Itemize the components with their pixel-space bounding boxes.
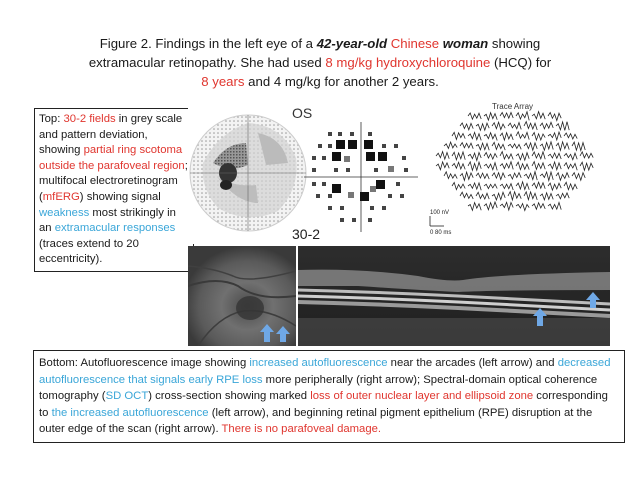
trace-scale-label-time: 0 80 ms xyxy=(430,230,452,236)
mferg-trace xyxy=(484,163,497,171)
mferg-trace xyxy=(516,132,529,140)
caption-dose: 8 mg/kg hydroxychloroquine xyxy=(325,55,491,70)
mferg-trace xyxy=(484,113,497,120)
desc-highlight: extramacular responses xyxy=(54,222,176,235)
mferg-trace xyxy=(548,132,561,140)
mferg-trace xyxy=(516,153,529,161)
pattern-deviation-grid-image xyxy=(304,122,418,232)
mferg-trace xyxy=(532,133,545,141)
caption-ethnicity: Chinese xyxy=(387,36,443,51)
mferg-trace xyxy=(548,113,561,121)
mferg-trace xyxy=(492,192,505,200)
mferg-trace xyxy=(548,162,561,170)
desc-highlight: decreased autofluorescence that signals early RPE loss xyxy=(39,357,611,386)
desc-text: near the arcades (left arrow) and xyxy=(387,357,558,369)
mferg-trace xyxy=(564,163,577,171)
mferg-trace xyxy=(452,162,465,169)
mferg-trace xyxy=(564,153,577,160)
mferg-trace xyxy=(484,153,497,160)
autofluorescence-fundus-image xyxy=(188,246,296,346)
mferg-trace xyxy=(460,143,473,149)
mferg-trace xyxy=(556,173,569,181)
desc-text: more peripherally (right arrow); Spectral-domain optical coherence tomography ( xyxy=(39,373,598,403)
mferg-trace xyxy=(572,173,585,181)
field-label: 30-2 xyxy=(292,226,321,242)
mferg-trace xyxy=(476,173,489,179)
desc-text: (left arrow), and beginning retinal pigment epithelium (RPE) disruption at the outer edge of the scan (right arrow). xyxy=(39,406,593,436)
mferg-trace xyxy=(524,172,537,181)
mferg-trace xyxy=(548,183,561,190)
mferg-trace xyxy=(516,162,529,170)
mferg-trace xyxy=(508,144,521,149)
mferg-trace xyxy=(524,122,537,130)
mferg-trace xyxy=(500,152,513,160)
os-label: OS xyxy=(292,105,313,121)
mferg-trace xyxy=(548,153,561,159)
mferg-trace xyxy=(500,133,513,140)
mferg-trace xyxy=(500,113,513,119)
caption-text: (HCQ) for xyxy=(490,55,552,70)
mferg-trace xyxy=(556,142,569,151)
mferg-trace xyxy=(532,162,545,170)
sd-oct-cross-section-image xyxy=(298,246,610,346)
mferg-trace xyxy=(556,122,569,131)
mferg-trace xyxy=(460,123,473,130)
mferg-trace xyxy=(540,193,553,200)
mferg-trace xyxy=(468,203,481,211)
desc-text: corresponding to xyxy=(39,390,608,419)
mferg-trace xyxy=(484,133,497,141)
caption-text: and 4 mg/kg for another 2 years. xyxy=(244,74,439,89)
desc-highlight: mfERG xyxy=(42,190,80,203)
caption-duration: 8 years xyxy=(201,74,245,89)
figure-caption-title xyxy=(40,34,600,91)
mferg-trace xyxy=(476,123,489,130)
mferg-trace xyxy=(484,202,497,210)
desc-highlight: partial ring scotoma xyxy=(83,144,183,157)
mferg-trace xyxy=(476,192,489,199)
mferg-trace xyxy=(468,113,481,119)
caption-gender: woman xyxy=(442,36,489,51)
mferg-trace xyxy=(548,202,561,209)
caption-age: 42-year-old xyxy=(316,36,388,51)
desc-text: Bottom: Autofluorescence image showing xyxy=(39,357,250,369)
desc-text: ; multifocal electroretinogram ( xyxy=(39,159,188,203)
mferg-trace xyxy=(580,162,593,170)
mferg-trace xyxy=(460,192,473,199)
desc-text: ) cross-section showing marked xyxy=(148,390,311,403)
mferg-trace xyxy=(436,152,449,160)
mferg-trace xyxy=(532,203,545,210)
mferg-trace xyxy=(532,152,545,159)
desc-highlight: the increased autofluorescence xyxy=(51,406,209,419)
desc-text: in grey scale and pattern deviation, showing xyxy=(39,113,183,157)
mferg-trace xyxy=(540,142,553,150)
desc-highlight: weakness xyxy=(39,206,90,219)
desc-text: most strikingly in an xyxy=(39,206,176,235)
mferg-trace xyxy=(516,204,529,211)
mferg-trace xyxy=(492,142,505,150)
bottom-description-box xyxy=(33,350,625,443)
mferg-trace xyxy=(556,193,569,199)
desc-text: (traces extend to 20 eccentricity). xyxy=(39,237,139,266)
mferg-trace xyxy=(476,143,489,150)
mferg-trace xyxy=(564,182,577,190)
mferg-trace xyxy=(540,122,553,129)
desc-highlight: outside the parafoveal region xyxy=(39,159,185,172)
mferg-trace-array-image xyxy=(426,100,608,240)
caption-text: extramacular retinopathy. She had used xyxy=(88,55,326,70)
mferg-trace xyxy=(460,172,473,180)
mferg-trace xyxy=(508,192,521,200)
mferg-trace xyxy=(492,122,505,129)
desc-text: Top: xyxy=(39,113,64,125)
desc-highlight: 30-2 fields xyxy=(63,113,116,125)
mferg-trace xyxy=(500,202,513,210)
mferg-trace xyxy=(524,192,537,200)
mferg-trace xyxy=(564,133,577,139)
mferg-trace xyxy=(516,112,529,121)
caption-text: showing xyxy=(488,36,541,51)
top-description-box xyxy=(34,108,194,272)
mferg-trace xyxy=(580,152,593,158)
desc-highlight: increased autofluorescence xyxy=(249,357,388,369)
desc-highlight: SD OCT xyxy=(105,390,149,403)
trace-scale-label-voltage: 100 nV xyxy=(430,210,450,216)
mferg-trace xyxy=(508,173,521,179)
mferg-trace xyxy=(532,112,545,120)
mferg-trace xyxy=(508,123,521,130)
mferg-trace xyxy=(452,152,465,160)
mferg-trace xyxy=(444,172,457,179)
mferg-trace xyxy=(516,182,529,190)
mferg-trace xyxy=(444,142,457,148)
mferg-trace xyxy=(452,183,465,190)
mferg-trace xyxy=(468,183,481,190)
desc-highlight: There is no parafoveal damage. xyxy=(221,423,382,436)
caption-text: Figure 2. Findings in the left eye of a xyxy=(99,36,317,51)
trace-array-title: Trace Array xyxy=(492,102,534,111)
mferg-trace xyxy=(540,172,553,181)
mferg-trace xyxy=(468,162,481,171)
mferg-trace xyxy=(468,153,481,161)
mferg-trace xyxy=(524,143,537,150)
mferg-trace xyxy=(532,182,545,189)
mferg-trace xyxy=(436,162,449,170)
mferg-trace xyxy=(500,184,513,190)
mferg-trace xyxy=(572,142,585,150)
mferg-trace xyxy=(500,162,513,170)
mferg-trace xyxy=(492,173,505,180)
mferg-trace xyxy=(468,132,481,140)
mferg-trace xyxy=(452,132,465,139)
desc-text: ) showing signal xyxy=(79,190,161,203)
desc-highlight: loss of outer nuclear layer and ellipsoid zone xyxy=(310,390,534,403)
mferg-trace xyxy=(484,184,497,189)
